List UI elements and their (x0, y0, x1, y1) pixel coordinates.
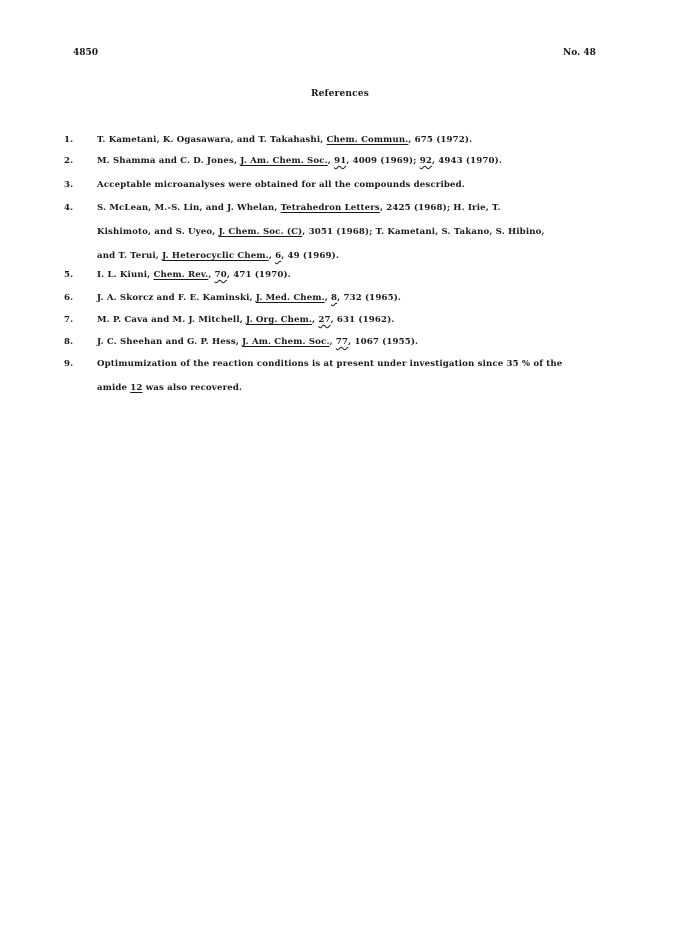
reference-text: , 4009 (1969); (346, 156, 420, 166)
volume-number: 6 (275, 251, 282, 261)
volume-number: 70 (214, 270, 227, 280)
reference-text: , (208, 270, 215, 280)
reference-text: Kishimoto, and S. Uyeo, (97, 227, 219, 237)
reference-number: 7. (64, 315, 74, 325)
reference-text: S. McLean, M.-S. Lin, and J. Whelan, (97, 203, 281, 213)
reference-text: amide (97, 383, 131, 393)
reference-line (97, 251, 339, 261)
reference-text: , (312, 315, 319, 325)
journal-title: J. Med. Chem. (255, 293, 325, 303)
reference-text: was also recovered. (142, 383, 243, 393)
reference-text: , 631 (1962). (330, 315, 395, 325)
reference-line (97, 227, 545, 237)
reference-text: J. C. Sheehan and G. P. Hess, (97, 337, 243, 347)
reference-line (97, 315, 395, 325)
journal-title: Tetrahedron Letters (280, 203, 380, 213)
reference-line (97, 180, 465, 190)
reference-number: 2. (64, 156, 74, 166)
reference-text: , (329, 337, 336, 347)
journal-title: J. Chem. Soc. (C) (218, 227, 303, 237)
reference-text: , 471 (1970). (226, 270, 291, 280)
reference-number: 3. (64, 180, 74, 190)
references-title: References (310, 89, 370, 99)
reference-line (97, 337, 418, 347)
reference-number: 4. (64, 203, 74, 213)
reference-line (97, 293, 401, 303)
journal-title: J. Heterocyclic Chem. (162, 251, 269, 261)
journal-title: J. Org. Chem. (246, 315, 313, 325)
reference-text: , 49 (1969). (281, 251, 339, 261)
reference-number: 6. (64, 293, 74, 303)
reference-line (97, 135, 472, 145)
reference-line (97, 270, 291, 280)
volume-number: 92 (419, 156, 432, 166)
reference-number: 9. (64, 359, 74, 369)
reference-text: I. L. Kiuni, (97, 270, 154, 280)
reference-text: T. Kametani, K. Ogasawara, and T. Takahashi, (97, 135, 327, 145)
reference-text: , 4943 (1970). (431, 156, 502, 166)
reference-number: 1. (64, 135, 74, 145)
page-number: 4850 (73, 48, 99, 58)
volume-number: 27 (318, 315, 331, 325)
volume-number: 8 (331, 293, 338, 303)
reference-text: , (327, 156, 335, 166)
reference-number: 5. (64, 270, 74, 280)
reference-line (97, 203, 501, 213)
reference-line (97, 156, 502, 166)
volume-number: 77 (335, 337, 349, 347)
journal-title: J. Am. Chem. Soc. (240, 156, 328, 166)
reference-line (97, 359, 562, 369)
reference-text: , 3051 (1968); T. Kametani, S. Takano, S. Hibino, (302, 227, 545, 237)
journal-title: Chem. Commun. (326, 135, 409, 145)
reference-text: , 2425 (1968); H. Irie, T. (379, 203, 501, 213)
reference-text: , 732 (1965). (337, 293, 402, 303)
volume-number: 91 (334, 156, 347, 166)
journal-title: Chem. Rev. (153, 270, 209, 280)
journal-title: 12 (130, 383, 143, 393)
reference-line (97, 383, 242, 393)
reference-text: M. Shamma and C. D. Jones, (97, 156, 241, 166)
reference-text: M. P. Cava and M. J. Mitchell, (97, 315, 247, 325)
reference-text: , 675 (1972). (408, 135, 473, 145)
reference-text: , (324, 293, 332, 303)
reference-text: Acceptable microanalyses were obtained for all the compounds described. (97, 180, 465, 190)
reference-number: 8. (64, 337, 74, 347)
reference-text: and T. Terui, (97, 251, 163, 261)
issue-number: No. 48 (563, 48, 596, 58)
reference-text: J. A. Skorcz and F. E. Kaminski, (97, 293, 256, 303)
reference-text: , 1067 (1955). (348, 337, 419, 347)
reference-text: Optimumization of the reaction conditions is at present under investigation since 35 % of the (97, 359, 563, 369)
reference-text: , (268, 251, 276, 261)
journal-title: J. Am. Chem. Soc. (242, 337, 330, 347)
